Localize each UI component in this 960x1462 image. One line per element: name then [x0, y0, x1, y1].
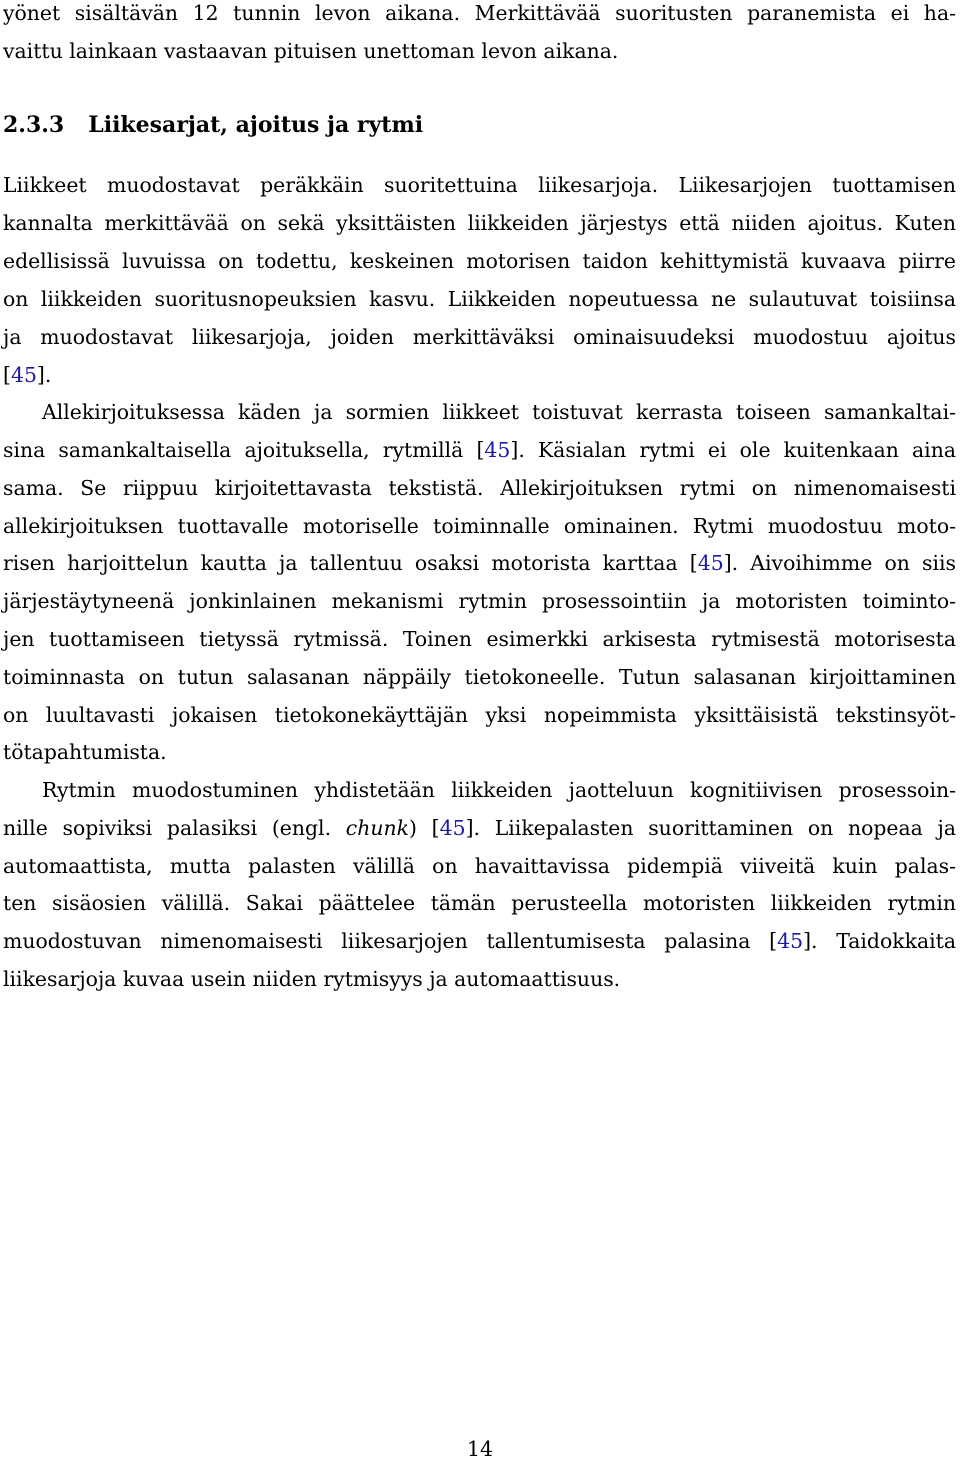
text-fragment: sina samankaltaisella ajoituksella, rytmillä [: [3, 438, 485, 462]
citation-link[interactable]: 45: [777, 929, 804, 953]
page-number: 14: [467, 1437, 493, 1461]
text-line: toiminnasta on tutun salasanan näppäily tietokoneelle. Tutun salasanan kirjoittaminen: [3, 665, 956, 689]
text-fragment: nille sopiviksi palasiksi (engl.: [3, 816, 346, 840]
text-line: yönet sisältävän 12 tunnin levon aikana. Merkittävää suoritusten paranemista ei ha-: [3, 1, 956, 25]
text-fragment: ]. Aivoihimme on siis: [723, 551, 956, 575]
text-fragment: ) [: [408, 816, 440, 840]
text-fragment: ].: [36, 363, 52, 387]
text-fragment: [: [3, 363, 11, 387]
section-number: 2.3.3: [3, 112, 65, 138]
text-line: Liikkeet muodostavat peräkkäin suoritettuina liikesarjoja. Liikesarjojen tuottamisen: [3, 173, 956, 197]
text-line: liikesarjoja kuvaa usein niiden rytmisyys ja automaattisuus.: [3, 967, 621, 991]
citation-link[interactable]: 45: [10, 363, 37, 387]
text-fragment: ]. Liikepalasten suorittaminen on nopeaa ja: [465, 816, 956, 840]
citation-link[interactable]: 45: [697, 551, 724, 575]
text-line: sama. Se riippuu kirjoitettavasta tekstistä. Allekirjoituksen rytmi on nimenomaisesti: [3, 476, 956, 500]
text-line: on luultavasti jokaisen tietokonekäyttäjän yksi nopeimmista yksittäisistä tekstinsyöt-: [3, 703, 956, 727]
citation-link[interactable]: 45: [484, 438, 511, 462]
text-line: Rytmin muodostuminen yhdistetään liikkeiden jaotteluun kognitiivisen prosessoin-: [42, 778, 956, 802]
text-line: edellisissä luvuissa on todettu, keskeinen motorisen taidon kehittymistä kuvaava piirre: [3, 249, 956, 273]
citation-link[interactable]: 45: [439, 816, 466, 840]
text-line: [3, 550, 956, 576]
text-line: Allekirjoituksessa käden ja sormien liikkeet toistuvat kerrasta toiseen samankaltai-: [42, 400, 956, 424]
text-line: [3, 437, 956, 463]
text-line: jen tuottamiseen tietyssä rytmissä. Toinen esimerkki arkisesta rytmisestä motorisesta: [3, 627, 956, 651]
text-line: [3, 815, 956, 841]
section-heading: [3, 111, 423, 139]
text-line: vaittu lainkaan vastaavan pituisen unettoman levon aikana.: [3, 39, 619, 63]
text-line: [3, 928, 956, 954]
section-title: Liikesarjat, ajoitus ja rytmi: [88, 112, 424, 138]
text-fragment: ]. Taidokkaita: [803, 929, 956, 953]
text-line: on liikkeiden suoritusnopeuksien kasvu. Liikkeiden nopeutuessa ne sulautuvat toisiinsa: [3, 287, 956, 311]
text-line: kannalta merkittävää on sekä yksittäisten liikkeiden järjestys että niiden ajoitus. Kuten: [3, 211, 956, 235]
text-line: järjestäytyneenä jonkinlainen mekanismi rytmin prosessointiin ja motoristen toiminto-: [3, 589, 956, 613]
text-fragment: muodostuvan nimenomaisesti liikesarjojen tallentumisesta palasina [: [3, 929, 778, 953]
text-fragment: risen harjoittelun kautta ja tallentuu osaksi motorista karttaa [: [3, 551, 698, 575]
text-line: ten sisäosien välillä. Sakai päättelee tämän perusteella motoristen liikkeiden rytmin: [3, 891, 956, 915]
text-line: ja muodostavat liikesarjoja, joiden merkittäväksi ominaisuudeksi muodostuu ajoitus: [3, 325, 956, 349]
text-line: allekirjoituksen tuottavalle motoriselle toiminnalle ominainen. Rytmi muodostuu moto-: [3, 514, 956, 538]
text-line: [3, 362, 956, 388]
text-fragment: ]. Käsialan rytmi ei ole kuitenkaan aina: [510, 438, 956, 462]
emphasis-term: chunk: [345, 816, 409, 840]
text-line: tötapahtumista.: [3, 740, 167, 764]
text-line: automaattista, mutta palasten välillä on havaittavissa pidempiä viiveitä kuin palas-: [3, 854, 956, 878]
